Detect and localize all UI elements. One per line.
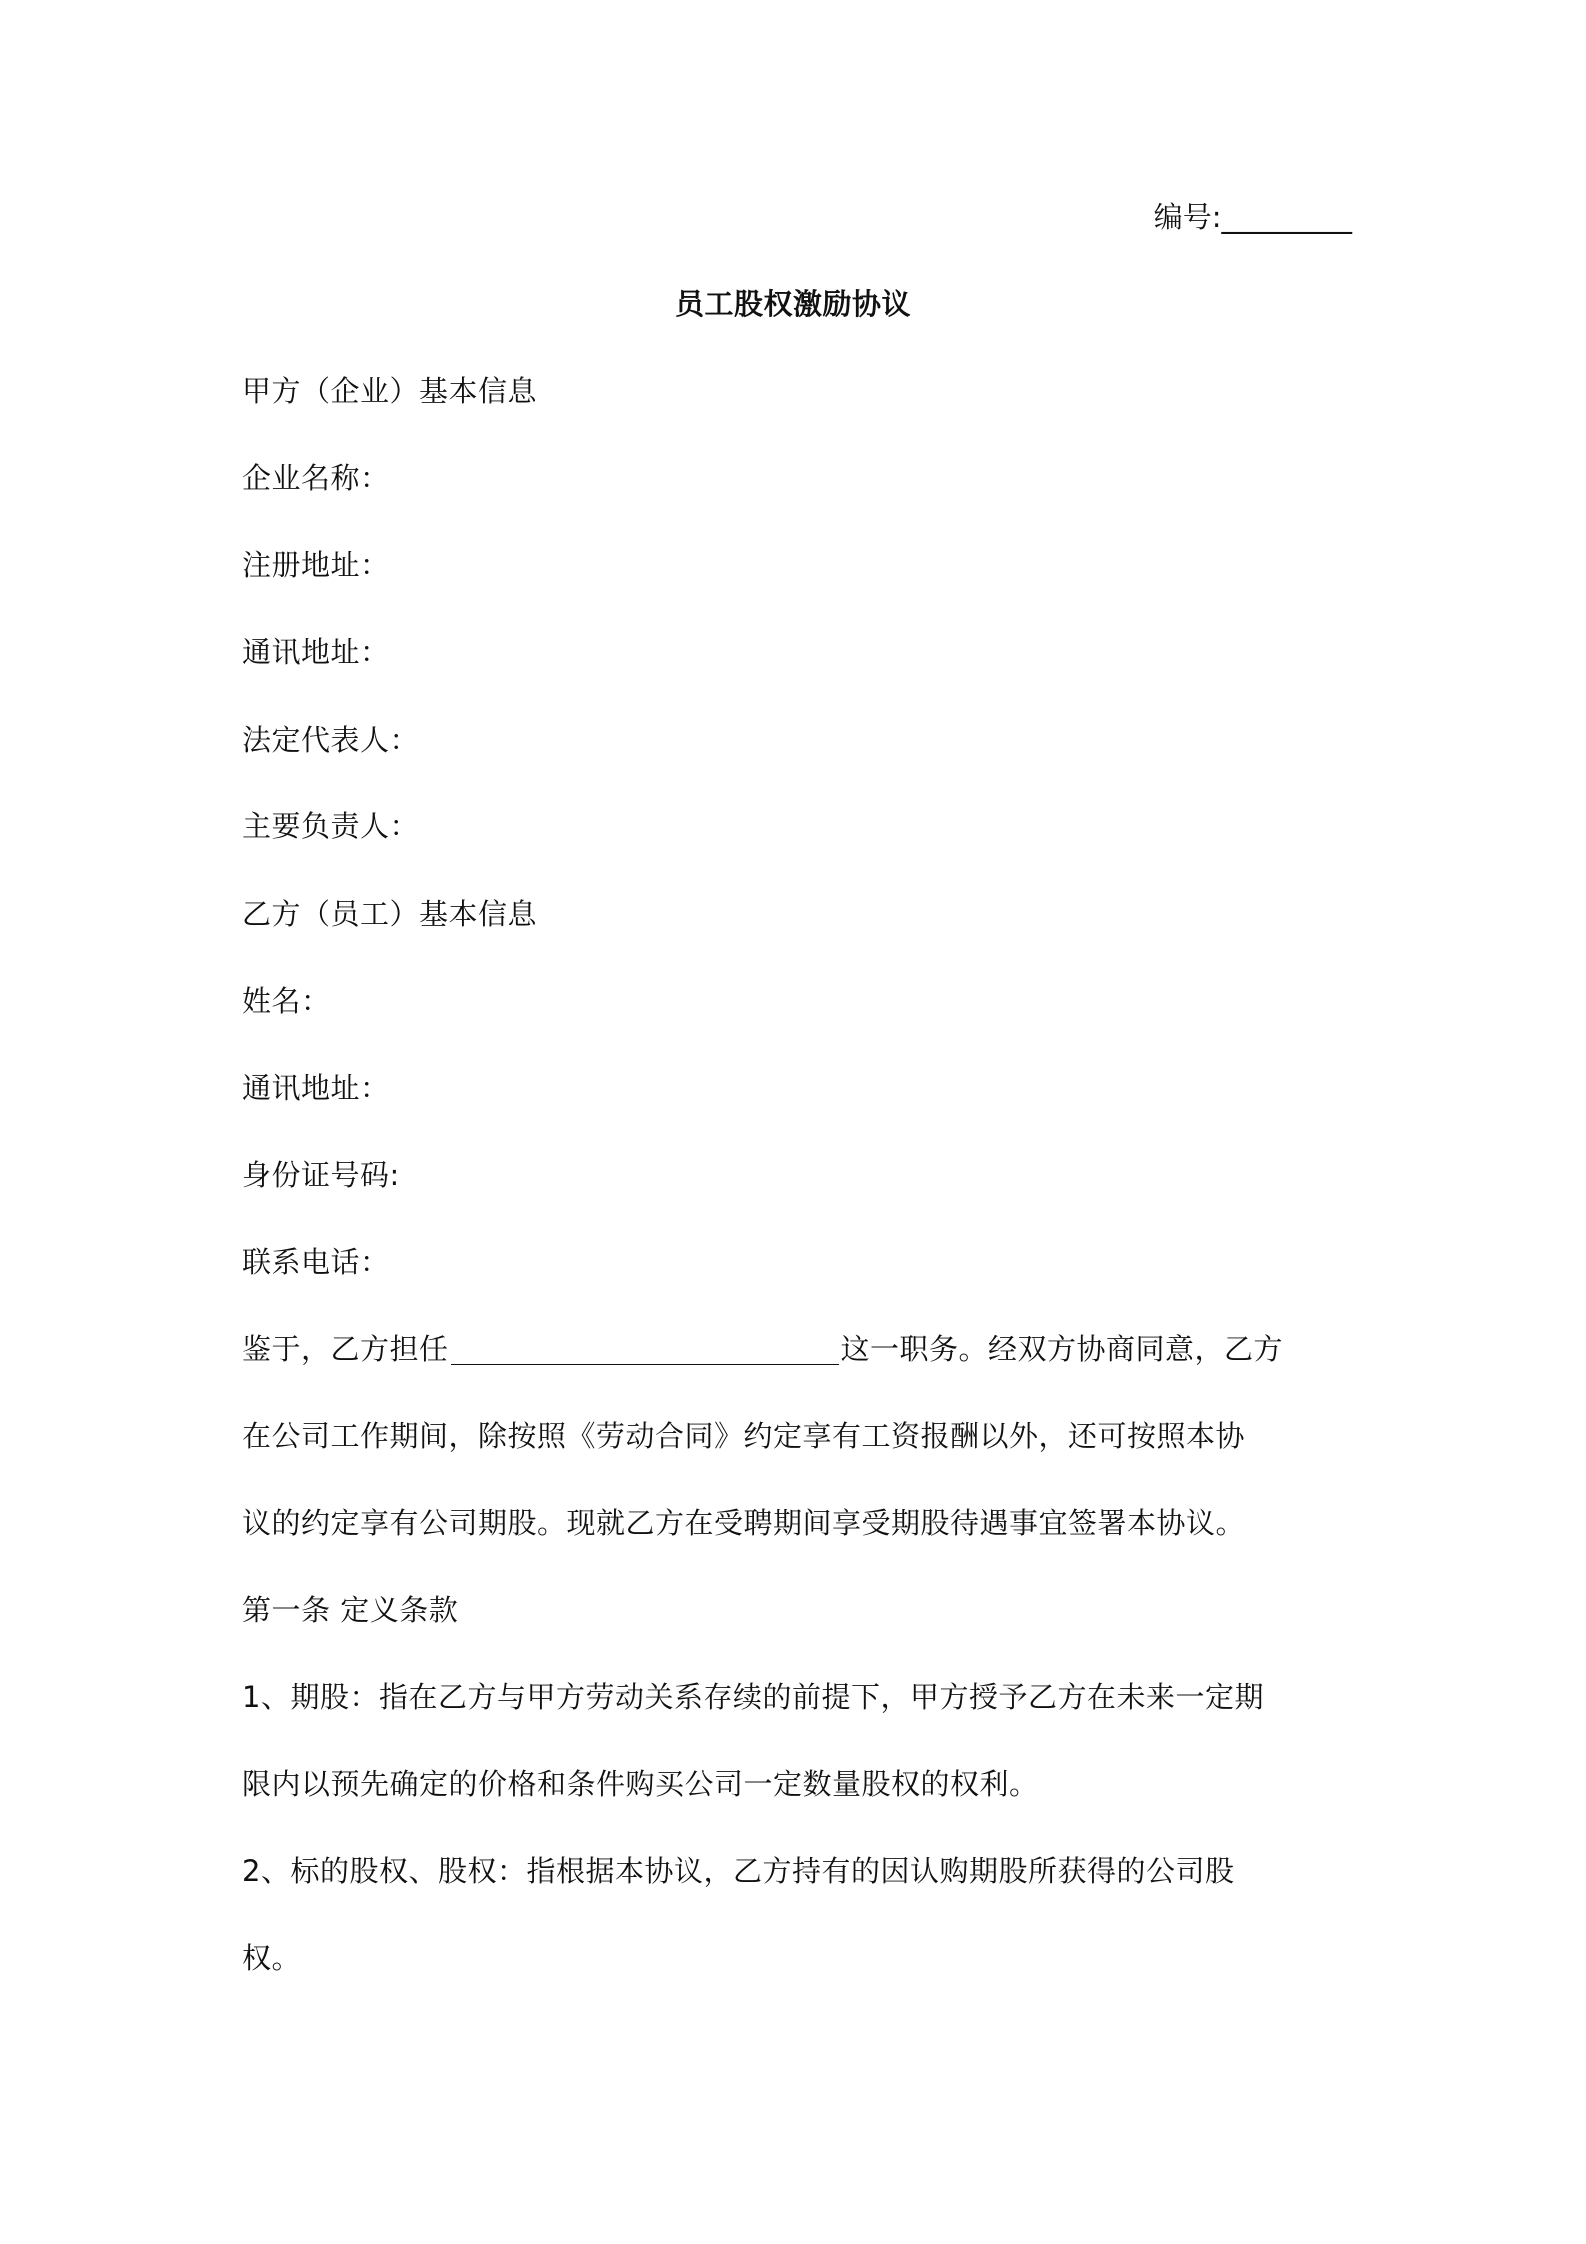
registered-address-label: 注册地址： [242, 548, 390, 582]
id-number-label: 身份证号码: [242, 1158, 400, 1192]
article-1-item-2-line-1: 2、标的股权、股权：指根据本协议，乙方持有的因认购期股所获得的公司股 [242, 1854, 1235, 1888]
article-1-item-2-line-2: 权。 [242, 1941, 302, 1975]
party-b-mailing-address-label: 通讯地址： [242, 1071, 390, 1105]
principal-label: 主要负责人： [242, 809, 420, 843]
recital-line-1 [242, 1329, 1283, 1369]
phone-label: 联系电话： [242, 1245, 390, 1279]
article-1-item-1-line-2: 限内以预先确定的价格和条件购买公司一定数量股权的权利。 [242, 1767, 1039, 1801]
employee-name-label: 姓名： [242, 984, 331, 1018]
recital-line-2: 在公司工作期间，除按照《劳动合同》约定享有工资报酬以外，还可按照本协 [242, 1419, 1246, 1453]
article-1-item-1-line-1: 1、期股：指在乙方与甲方劳动关系存续的前提下，甲方授予乙方在未来一定期 [242, 1680, 1264, 1714]
legal-representative-label: 法定代表人： [242, 723, 420, 757]
recital-text-after-blank: 这一职务。经双方协商同意，乙方 [840, 1332, 1284, 1366]
position-blank-field[interactable] [451, 1334, 839, 1365]
company-name-label: 企业名称： [242, 461, 390, 495]
document-title: 员工股权激励协议 [674, 287, 911, 321]
article-1-heading: 第一条 定义条款 [242, 1593, 459, 1627]
party-a-mailing-address-label: 通讯地址： [242, 635, 390, 669]
recital-line-3: 议的约定享有公司期股。现就乙方在受聘期间享受期股待遇事宜签署本协议。 [242, 1506, 1246, 1540]
party-b-heading: 乙方（员工）基本信息 [242, 897, 538, 931]
party-a-heading: 甲方（企业）基本信息 [242, 374, 538, 408]
recital-text-before-blank: 鉴于，乙方担任 [242, 1332, 449, 1366]
document-number: 编号:_________ [1153, 200, 1352, 234]
